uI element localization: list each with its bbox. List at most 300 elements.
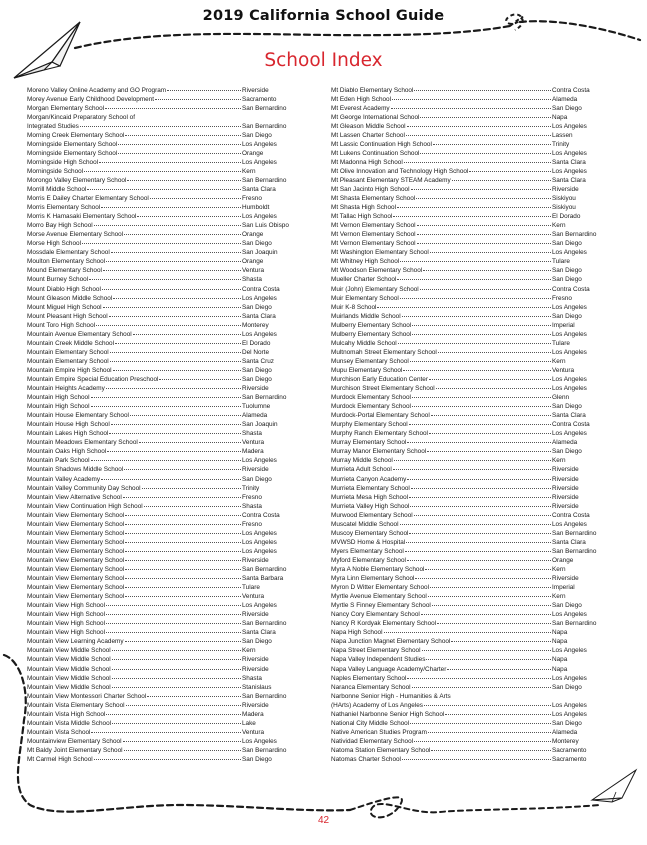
county-name: Kern — [552, 593, 566, 601]
county-name: Riverside — [552, 466, 579, 474]
index-entry — [331, 275, 594, 284]
index-entry — [331, 194, 594, 203]
leader-dots — [430, 251, 551, 253]
county-name: Los Angeles — [242, 538, 277, 546]
leader-dots — [110, 360, 241, 362]
leader-dots — [406, 541, 551, 543]
index-entry — [331, 710, 594, 719]
leader-dots — [407, 478, 551, 480]
leader-dots — [125, 134, 241, 136]
index-entry — [27, 737, 284, 746]
leader-dots — [125, 550, 241, 552]
county-name: Napa — [552, 629, 568, 637]
school-name: Napa High School — [331, 629, 383, 637]
county-name: Kern — [242, 647, 256, 655]
index-entry — [331, 692, 594, 701]
index-entry — [331, 113, 594, 122]
index-entry — [27, 502, 284, 511]
school-name: Mt Diablo Elementary School — [331, 86, 414, 94]
school-name: Mountain Vista Elementary School — [27, 701, 125, 709]
index-entry — [27, 366, 284, 375]
county-name: Imperial — [552, 584, 575, 592]
leader-dots — [106, 631, 241, 633]
index-entry — [331, 683, 594, 692]
county-name: Trinity — [242, 484, 260, 492]
leader-dots — [407, 677, 551, 679]
leader-dots — [125, 577, 241, 579]
county-name: Riverside — [242, 466, 269, 474]
county-name: Tulare — [552, 339, 570, 347]
leader-dots — [112, 686, 241, 688]
leader-dots — [400, 523, 552, 525]
leader-dots — [125, 586, 241, 588]
county-name: Kern — [242, 167, 256, 175]
index-entry — [331, 574, 594, 583]
leader-dots — [397, 206, 551, 208]
leader-dots — [393, 215, 551, 217]
leader-dots — [392, 98, 551, 100]
leader-dots — [420, 116, 551, 118]
leader-dots — [80, 125, 241, 127]
county-name: Contra Costa — [242, 285, 280, 293]
index-entry — [27, 728, 284, 737]
leader-dots — [402, 758, 551, 760]
leader-dots — [91, 459, 241, 461]
county-name: Madera — [242, 710, 264, 718]
school-name: Mt Washington Elementary School — [331, 249, 429, 257]
leader-dots — [91, 731, 241, 733]
index-entry — [331, 348, 594, 357]
leader-dots — [414, 740, 551, 742]
county-name: Los Angeles — [552, 330, 587, 338]
school-name: Morse High School — [27, 240, 81, 248]
county-name: San Bernardino — [242, 394, 287, 402]
school-name: Mountain View Elementary School — [27, 520, 125, 528]
index-entry — [27, 646, 284, 655]
school-name: Mount Pleasant High School — [27, 312, 108, 320]
county-name: Los Angeles — [552, 167, 587, 175]
leader-dots — [106, 387, 241, 389]
index-entry — [331, 212, 594, 221]
school-name: Mt Vernon Elementary School — [331, 231, 416, 239]
county-name: San Luis Obispo — [242, 222, 289, 230]
index-entry — [331, 366, 594, 375]
index-entry — [27, 583, 284, 592]
county-name: Sacramento — [242, 95, 277, 103]
leader-dots — [412, 324, 551, 326]
county-name: Los Angeles — [242, 330, 277, 338]
index-entry — [27, 746, 287, 755]
leader-dots — [394, 459, 551, 461]
leader-dots — [112, 649, 241, 651]
county-name: San Diego — [242, 131, 272, 139]
county-name: San Diego — [242, 240, 272, 248]
index-entry — [27, 447, 284, 456]
county-name: Napa — [552, 665, 568, 673]
index-entry — [27, 429, 284, 438]
county-name: Alameda — [242, 412, 268, 420]
school-name: Mountain View Elementary School — [27, 584, 125, 592]
index-entry — [331, 239, 594, 248]
school-name: Mt Shasta Elementary School — [331, 195, 416, 203]
school-name: Murrieta Adult School — [331, 466, 392, 474]
index-entry — [331, 484, 594, 493]
school-name: MVWSD Home & Hospital — [331, 538, 406, 546]
school-name: Moulton Elementary School — [27, 258, 106, 266]
county-name: San Diego — [552, 448, 582, 456]
county-name: Riverside — [242, 701, 269, 709]
leader-dots — [402, 315, 551, 317]
county-name: Shasta — [242, 674, 262, 682]
school-name: Mountain View Elementary School — [27, 511, 125, 519]
county-name: Santa Clara — [242, 312, 276, 320]
leader-dots — [101, 206, 241, 208]
school-name: Mountain View Montessori Charter School — [27, 692, 147, 700]
school-name: Murray Manor Elementary School — [331, 448, 427, 456]
leader-dots — [411, 188, 551, 190]
school-name: Mt Vernon Elementary School — [331, 222, 416, 230]
school-name: Myron D Witter Elementary School — [331, 584, 430, 592]
school-name: Mt Olive Innovation and Technology High School — [331, 167, 469, 175]
index-entry — [331, 393, 594, 402]
school-name: Morningside School — [27, 167, 84, 175]
index-entry — [331, 728, 594, 737]
school-name: Mountain Vista Middle School — [27, 719, 112, 727]
index-entry — [331, 601, 594, 610]
county-name: Los Angeles — [242, 529, 277, 537]
school-name: Mt Everest Academy — [331, 104, 390, 112]
leader-dots — [438, 351, 551, 353]
index-entry — [331, 547, 597, 556]
index-entry — [27, 538, 284, 547]
leader-dots — [414, 89, 551, 91]
leader-dots — [447, 668, 551, 670]
school-name: Multnomah Street Elementary School — [331, 348, 437, 356]
county-name: Shasta — [242, 276, 262, 284]
leader-dots — [427, 450, 551, 452]
index-entry — [27, 221, 289, 230]
leader-dots — [113, 297, 241, 299]
index-entry — [27, 122, 287, 131]
leader-dots — [105, 107, 241, 109]
index-entry — [27, 312, 284, 321]
county-name: Tuolumne — [242, 403, 271, 411]
leader-dots — [123, 496, 241, 498]
leader-dots — [409, 532, 551, 534]
index-entry — [331, 719, 594, 728]
county-name: San Bernardino — [552, 547, 597, 555]
county-name: San Bernardino — [552, 529, 597, 537]
paper-plane-bottom-icon — [592, 770, 636, 802]
leader-dots — [127, 179, 241, 181]
leader-dots — [424, 704, 551, 706]
school-name: (HArts) Academy of Los Angeles — [331, 701, 423, 709]
index-entry — [27, 465, 284, 474]
school-name: Mountain Vista School — [27, 728, 91, 736]
county-name: San Bernardino — [242, 104, 287, 112]
county-name: Napa — [552, 113, 568, 121]
county-name: Humboldt — [242, 204, 270, 212]
school-name: Mountain View Middle School — [27, 674, 111, 682]
index-entry — [27, 565, 287, 574]
leader-dots — [451, 640, 551, 642]
school-name: Mt Lukens Continuation School — [331, 149, 420, 157]
leader-dots — [422, 649, 551, 651]
index-entry — [27, 710, 284, 719]
school-name: Morey Avenue Early Childhood Development — [27, 95, 155, 103]
leader-dots — [433, 143, 551, 145]
leader-dots — [404, 161, 551, 163]
leader-dots — [398, 342, 551, 344]
county-name: Ventura — [242, 439, 265, 447]
leader-dots — [106, 713, 241, 715]
school-name: Mueller Charter School — [331, 276, 397, 284]
school-name: Morningside High School — [27, 158, 99, 166]
index-entry — [331, 646, 594, 655]
leader-dots — [106, 622, 241, 624]
leader-dots — [133, 333, 241, 335]
leader-dots — [436, 387, 551, 389]
county-name: Los Angeles — [552, 701, 587, 709]
leader-dots — [420, 288, 551, 290]
school-name: Mountain View Elementary School — [27, 529, 125, 537]
index-entry — [27, 665, 284, 674]
index-entry — [27, 357, 284, 366]
leader-dots — [139, 441, 241, 443]
school-name: Mt Woodson Elementary School — [331, 267, 423, 275]
county-name: San Diego — [552, 602, 582, 610]
county-name: San Joaquin — [242, 421, 278, 429]
index-entry — [331, 122, 594, 131]
school-name: Morgan Elementary School — [27, 104, 105, 112]
index-entry — [331, 565, 594, 574]
leader-dots — [410, 505, 551, 507]
county-name: Santa Barbara — [242, 575, 284, 583]
index-entry — [331, 230, 597, 239]
county-name: Los Angeles — [242, 158, 277, 166]
leader-dots — [103, 269, 241, 271]
leader-dots — [403, 369, 551, 371]
county-name: Los Angeles — [552, 303, 587, 311]
school-name: Mount Burney School — [27, 276, 89, 284]
section-title: School Index — [264, 50, 383, 71]
county-name: Tulare — [552, 258, 570, 266]
school-name: Murrieta Valley High School — [331, 502, 410, 510]
school-name: Natividad Elementary School — [331, 737, 414, 745]
index-entry — [27, 420, 284, 429]
leader-dots — [437, 622, 551, 624]
index-entry — [27, 592, 284, 601]
index-entry — [27, 411, 284, 420]
school-name: Muscatel Middle School — [331, 520, 399, 528]
leader-dots — [412, 405, 551, 407]
county-name: Orange — [552, 556, 574, 564]
leader-dots — [412, 396, 551, 398]
index-entry — [27, 149, 284, 158]
school-name: Native American Studies Program — [331, 728, 427, 736]
leader-dots — [106, 613, 241, 615]
school-name: Munsey Elementary School — [331, 357, 409, 365]
leader-dots — [391, 107, 551, 109]
county-name: San Diego — [242, 376, 272, 383]
school-name: Mountain View High School — [27, 629, 106, 637]
county-name: Riverside — [552, 484, 579, 492]
school-name: Muir (John) Elementary School — [331, 285, 419, 293]
school-name: Mt Baldy Joint Elementary School — [27, 746, 123, 754]
leader-dots — [417, 233, 551, 235]
index-entry — [331, 592, 594, 601]
index-entry — [331, 456, 594, 465]
county-name: Fresno — [552, 294, 572, 302]
index-entry — [331, 502, 594, 511]
leader-dots — [410, 360, 551, 362]
school-name: Mount Toro High School — [27, 321, 96, 329]
school-name: Mountain View High School — [27, 611, 106, 619]
school-name: Mossdale Elementary School — [27, 249, 110, 257]
county-name: Del Norte — [242, 348, 269, 356]
index-entry — [27, 248, 284, 257]
leader-dots — [112, 677, 241, 679]
county-name: Sacramento — [552, 746, 587, 754]
school-name: Mountain Heights Academy — [27, 385, 105, 393]
index-entry — [331, 312, 594, 321]
county-name: Sacramento — [552, 755, 587, 763]
school-name: Muir K-8 School — [331, 303, 377, 311]
index-entry — [331, 339, 594, 348]
county-name: San Diego — [552, 403, 582, 411]
index-entry — [331, 86, 594, 95]
county-name: Fresno — [242, 195, 262, 203]
index-entry — [27, 493, 284, 502]
leader-dots — [416, 197, 551, 199]
county-name: San Bernardino — [552, 231, 597, 239]
county-name: Riverside — [242, 556, 269, 564]
leader-dots — [428, 595, 551, 597]
index-entry — [331, 375, 594, 384]
leader-dots — [126, 704, 241, 706]
county-name: Riverside — [242, 665, 269, 673]
county-name: San Bernardino — [242, 746, 287, 754]
index-entry — [331, 248, 594, 257]
school-name: Mountain Empire High School — [27, 366, 112, 374]
school-name: Morris Elementary School — [27, 204, 101, 212]
index-entry — [331, 637, 594, 646]
county-name: Los Angeles — [242, 213, 277, 221]
top-right-tail — [520, 21, 640, 40]
leader-dots — [110, 351, 241, 353]
school-name: National City Middle School — [331, 719, 410, 727]
leader-dots — [99, 161, 241, 163]
index-entry — [331, 167, 594, 176]
school-name: Morse Avenue Elementary School — [27, 231, 124, 239]
leader-dots — [118, 152, 241, 154]
index-column-left — [27, 86, 289, 765]
county-name: Ventura — [552, 366, 575, 374]
county-name: Los Angeles — [552, 430, 587, 438]
county-name: Tulare — [242, 584, 260, 592]
index-entry — [27, 511, 284, 520]
county-name: Orange — [242, 149, 264, 157]
leader-dots — [109, 315, 241, 317]
school-name: Muirlands Middle School — [331, 312, 401, 320]
county-name: Los Angeles — [552, 385, 587, 393]
county-name: Monterey — [552, 737, 579, 745]
county-name: Los Angeles — [242, 457, 277, 465]
school-name: Mountain View Learning Academy — [27, 638, 124, 646]
school-name: Mountain High School — [27, 403, 90, 411]
school-name: Morning Creek Elementary School — [27, 131, 125, 139]
index-entry — [27, 402, 284, 411]
leader-dots — [410, 722, 551, 724]
leader-dots — [125, 523, 241, 525]
school-name: Murchison Early Education Center — [331, 376, 428, 383]
county-name: San Diego — [242, 638, 272, 646]
leader-dots — [469, 170, 551, 172]
school-name: Moreno Valley Online Academy and GO Program — [27, 86, 167, 94]
county-name: Los Angeles — [552, 122, 587, 130]
school-name: Mountain House High School — [27, 421, 110, 429]
school-name: Mountain Shadows Middle School — [27, 466, 124, 474]
school-name: Myrtle Avenue Elementary School — [331, 593, 427, 601]
school-name: Mt Carmel High School — [27, 755, 93, 763]
county-name: Ventura — [242, 593, 265, 601]
school-name: Morrill Middle School — [27, 186, 87, 194]
school-name: Mt Madonna High School — [331, 158, 403, 166]
leader-dots — [91, 396, 241, 398]
school-name: Morris E Dailey Charter Elementary School — [27, 195, 149, 203]
leader-dots — [407, 441, 551, 443]
leader-dots — [417, 224, 551, 226]
leader-dots — [425, 568, 551, 570]
school-name: Mupu Elementary School — [331, 366, 403, 374]
county-name: Kern — [552, 565, 566, 573]
school-name: Mulberry Elementary School — [331, 321, 412, 329]
leader-dots — [125, 568, 241, 570]
county-name: Los Angeles — [242, 294, 277, 302]
leader-dots — [94, 224, 241, 226]
leader-dots — [432, 604, 551, 606]
leader-dots — [426, 658, 551, 660]
school-name: Napa Junction Magnet Elementary School — [331, 638, 451, 646]
index-entry — [27, 330, 284, 339]
county-name: Kern — [552, 222, 566, 230]
index-entry — [331, 294, 594, 303]
school-name: Murdock Elementary School — [331, 394, 411, 402]
index-entry — [331, 447, 594, 456]
index-entry — [27, 637, 284, 646]
leader-dots — [412, 686, 551, 688]
school-name: Mountain Creek Middle School — [27, 339, 115, 347]
county-name: San Bernardino — [242, 176, 287, 184]
school-name: Morgan/Kincaid Preparatory School of — [27, 113, 135, 121]
school-name: Mountain Lakes High School — [27, 430, 109, 438]
index-entry — [331, 221, 594, 230]
county-name: Riverside — [242, 656, 269, 664]
county-name: Orange — [242, 231, 264, 239]
county-name: Santa Clara — [552, 412, 586, 420]
school-name: Mountain View High School — [27, 620, 106, 628]
index-entry — [27, 719, 284, 728]
index-entry — [27, 574, 284, 583]
county-name: Los Angeles — [552, 348, 587, 356]
school-name: Naranca Elementary School — [331, 683, 411, 691]
index-entry — [331, 285, 594, 294]
school-name: Mountain Oaks High School — [27, 448, 107, 456]
county-name: Siskiyou — [552, 195, 576, 203]
leader-dots — [400, 260, 551, 262]
county-name: Alameda — [552, 728, 578, 736]
leader-dots — [406, 134, 551, 136]
